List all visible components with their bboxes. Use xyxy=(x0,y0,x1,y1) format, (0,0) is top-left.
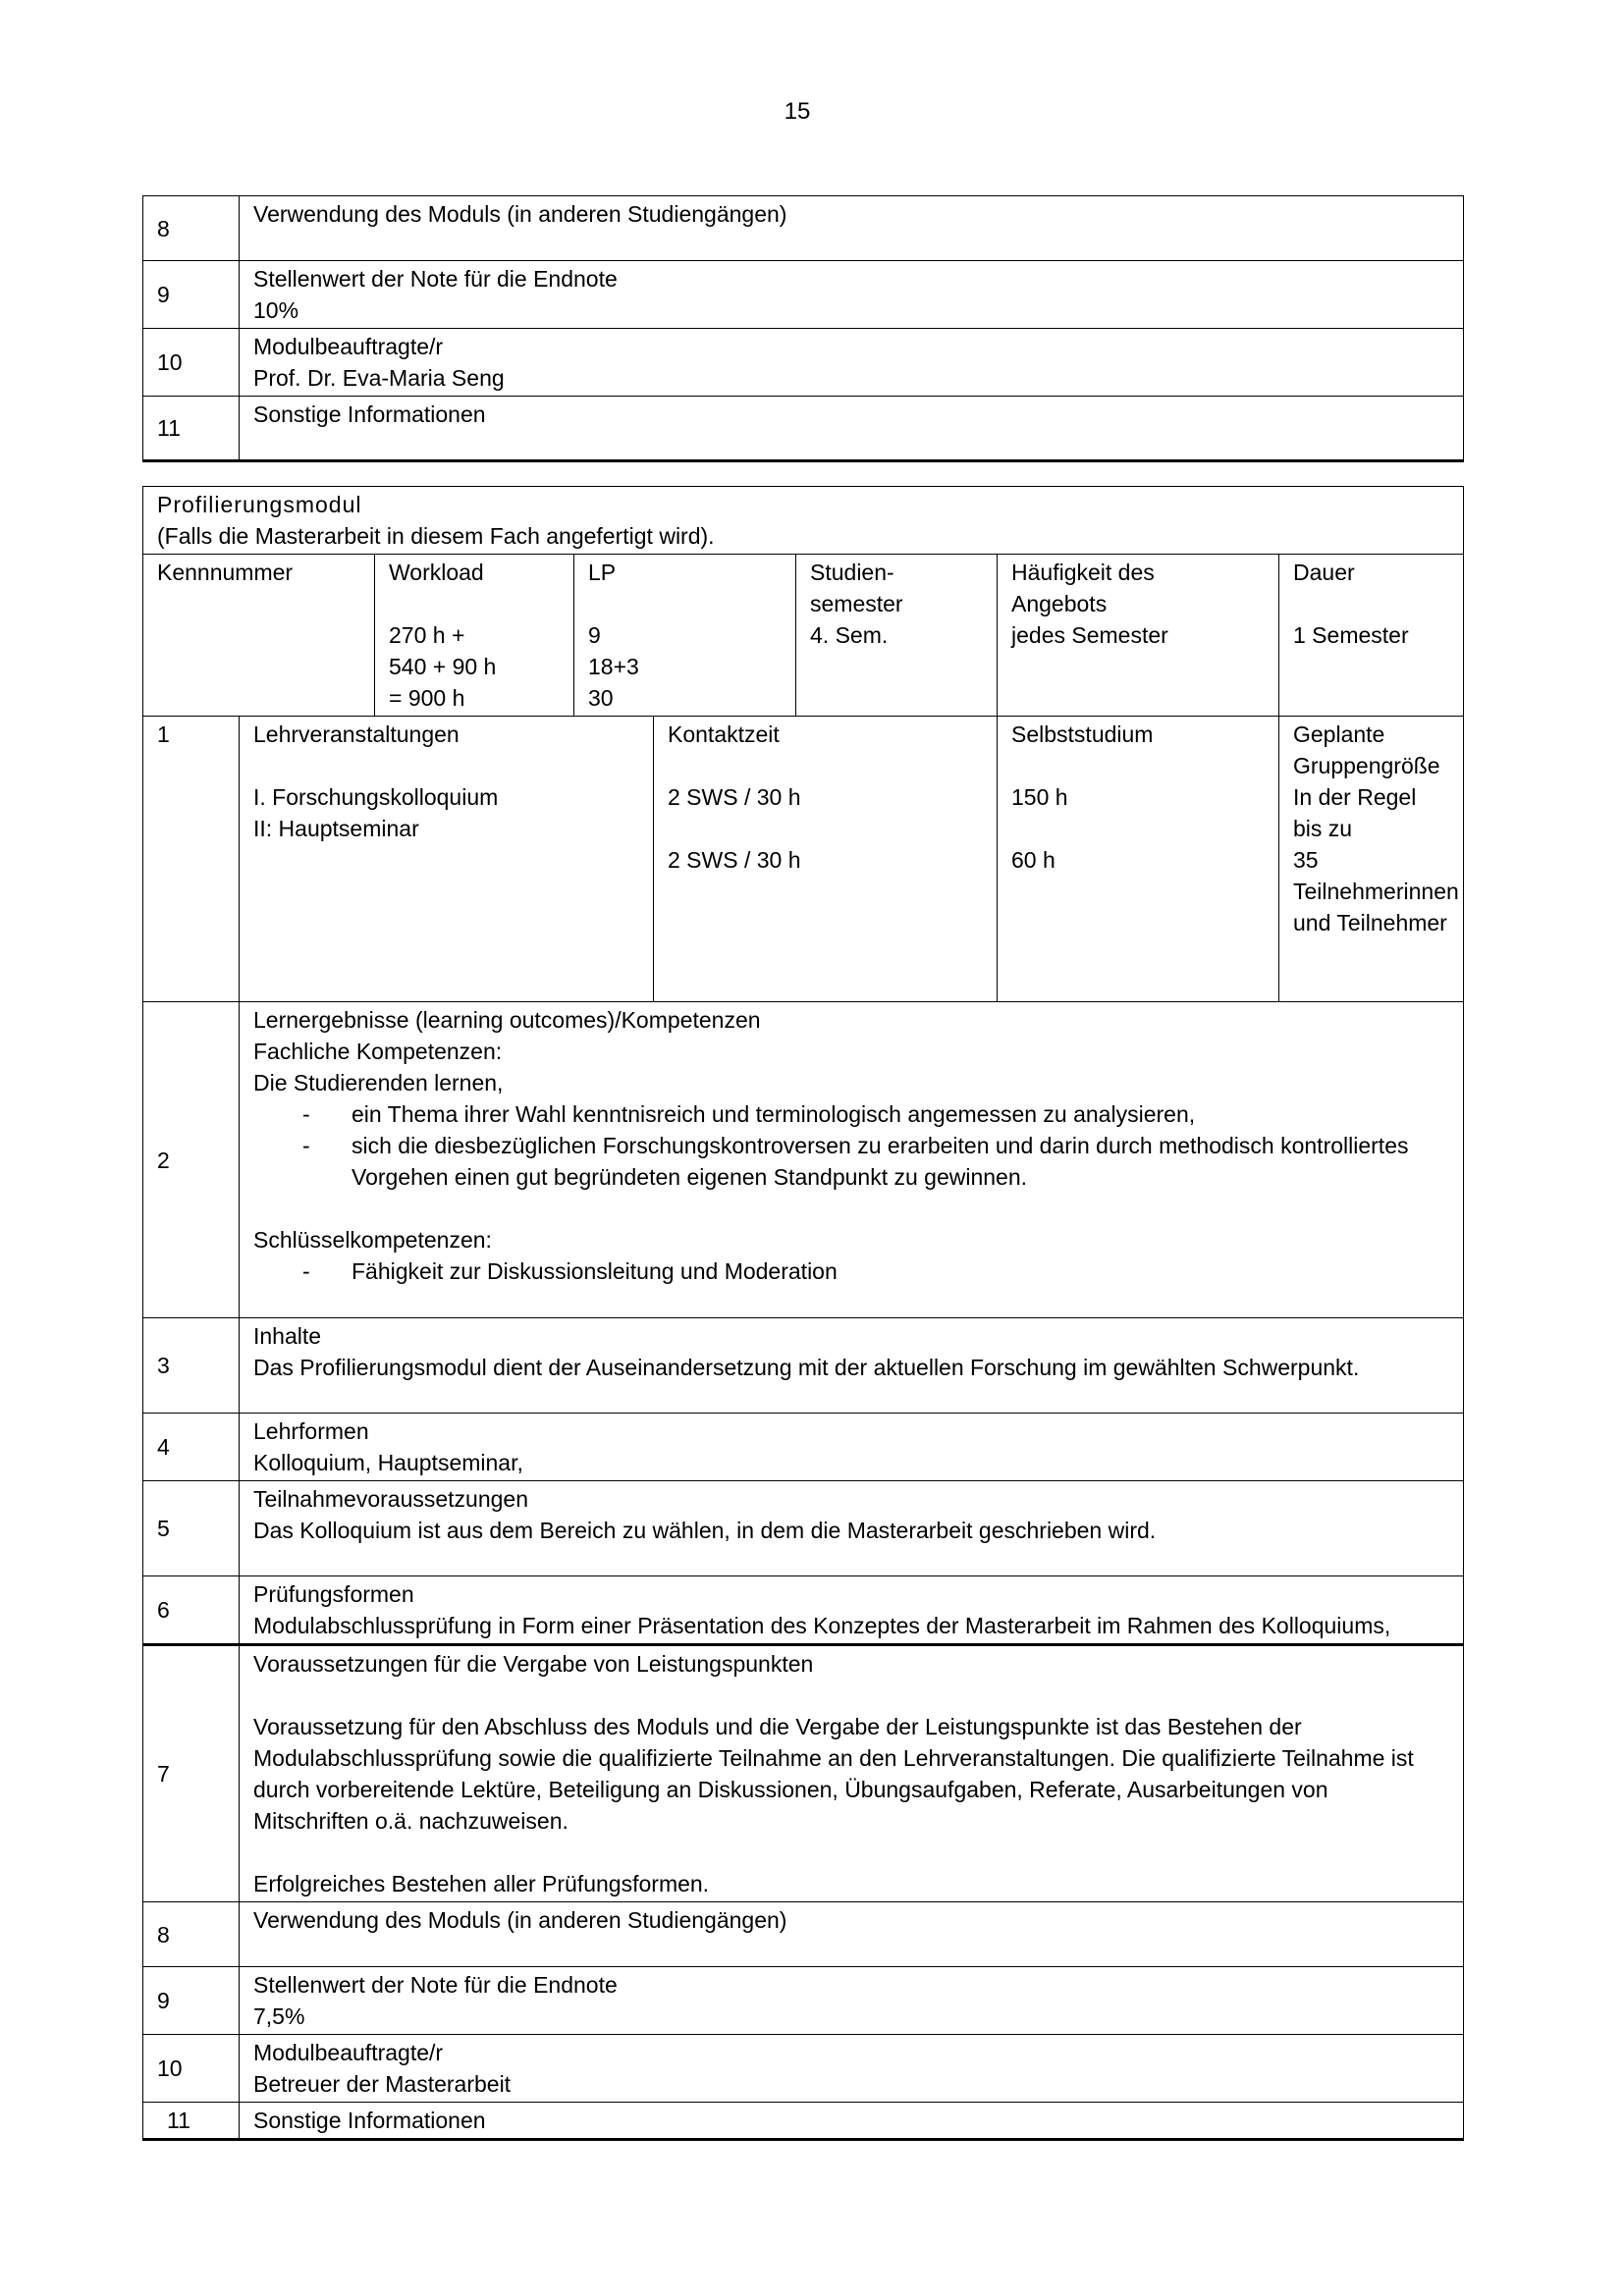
haeufigkeit-label: Häufigkeit des Angebots xyxy=(1011,560,1155,616)
row-title: Stellenwert der Note für die Endnote xyxy=(253,266,618,292)
table-row xyxy=(143,329,1464,397)
row-number: 9 xyxy=(143,261,240,329)
row-number: 6 xyxy=(143,1576,240,1645)
list-item: - Fähigkeit zur Diskussionsleitung und Moderation xyxy=(253,1255,1449,1287)
leistungspunkte-paragraph: Voraussetzung für den Abschluss des Moduls und die Vergabe der Leistungspunkte ist das Bestehen der Modulabschlussprüfung sowie die qualifizierte Teilnahme an den Lehrveranstaltungen. Die qualifizierte Teilnahme ist durch vorbereitende Lektüre, Beteiligung an Diskussionen, Übungsaufgaben, Referate, Ausarbeitungen von Mitschriften o.ä. nachzuweisen. xyxy=(253,1714,1414,1834)
workload-value: 270 h + 540 + 90 h = 900 h xyxy=(389,622,497,711)
lehrveranstaltungen-row xyxy=(143,717,1464,1002)
list-item: - ein Thema ihrer Wahl kenntnisreich und terminologisch angemessen zu analysieren, xyxy=(253,1098,1449,1130)
haeufigkeit-value: jedes Semester xyxy=(1011,622,1168,648)
teilnahmevoraussetzungen-row xyxy=(143,1481,1464,1576)
workload-label: Workload xyxy=(389,560,484,585)
row-value: 10% xyxy=(253,297,299,323)
lehrveranstaltungen-label: Lehrveranstaltungen xyxy=(253,721,460,747)
gruppengroesse-label: Geplante Gruppengröße xyxy=(1293,721,1440,778)
lp-cell xyxy=(574,555,796,717)
dauer-cell xyxy=(1279,555,1464,717)
kontaktzeit-cell xyxy=(654,717,998,1002)
schluesselkompetenzen-list xyxy=(253,1255,1449,1287)
leistungspunkte-row xyxy=(143,1645,1464,1902)
gruppengroesse-cell xyxy=(1279,717,1464,1002)
lernergebnisse-intro: Die Studierenden lernen, xyxy=(253,1070,504,1095)
lehrformen-cell xyxy=(240,1414,1464,1481)
row-title: Modulbeauftragte/r xyxy=(253,334,444,359)
pruefungsformen-cell xyxy=(240,1576,1464,1645)
row-value: Das Kolloquium ist aus dem Bereich zu wählen, in dem die Masterarbeit geschrieben wird. xyxy=(253,1518,1157,1543)
row-number: 1 xyxy=(143,717,240,1002)
inhalte-cell xyxy=(240,1318,1464,1414)
row-title: Stellenwert der Note für die Endnote xyxy=(253,1972,618,1998)
module-title: Profilierungsmodul xyxy=(157,492,362,517)
lernergebnisse-title: Lernergebnisse (learning outcomes)/Kompetenzen xyxy=(253,1007,761,1033)
row-value: Prof. Dr. Eva-Maria Seng xyxy=(253,365,505,391)
schluesselkompetenzen-label: Schlüsselkompetenzen: xyxy=(253,1227,492,1253)
row-title: Prüfungsformen xyxy=(253,1581,414,1607)
module-header-row xyxy=(143,555,1464,717)
row-number: 10 xyxy=(143,2035,240,2103)
lp-value: 9 18+3 30 xyxy=(588,622,639,711)
stellenwert-row xyxy=(143,1967,1464,2035)
dauer-label: Dauer xyxy=(1293,560,1355,585)
row-number: 5 xyxy=(143,1481,240,1576)
modulbeauftragte-cell xyxy=(240,2035,1464,2103)
previous-module-table xyxy=(142,195,1464,462)
row-number: 2 xyxy=(143,1002,240,1318)
lehrformen-row xyxy=(143,1414,1464,1481)
row-title: Sonstige Informationen xyxy=(253,2108,486,2133)
row-number: 11 xyxy=(143,2103,240,2140)
module-title-row xyxy=(143,487,1464,555)
stellenwert-cell xyxy=(240,1967,1464,2035)
row-title: Sonstige Informationen xyxy=(253,401,486,427)
row-number: 7 xyxy=(143,1645,240,1902)
verwendung-cell xyxy=(240,1902,1464,1967)
table-row xyxy=(143,261,1464,329)
gruppengroesse-value: In der Regel bis zu 35 Teilnehmerinnen und Teilnehmer xyxy=(1293,784,1459,935)
row-title: Lehrformen xyxy=(253,1418,369,1444)
studiensemester-label: Studien- semester xyxy=(810,560,903,616)
studiensemester-cell xyxy=(796,555,998,717)
lehrveranstaltungen-list: I. Forschungskolloquium II: Hauptseminar xyxy=(253,784,499,841)
lehrveranstaltungen-cell xyxy=(240,717,654,1002)
studiensemester-value: 4. Sem. xyxy=(810,622,889,648)
page-number: 15 xyxy=(784,98,811,125)
row-title: Verwendung des Moduls (in anderen Studiengängen) xyxy=(253,1907,787,1933)
leistungspunkte-cell xyxy=(240,1645,1464,1902)
row-number: 8 xyxy=(143,1902,240,1967)
table-row xyxy=(143,196,1464,261)
row-content xyxy=(240,397,1464,461)
row-title: Modulbeauftragte/r xyxy=(253,2040,444,2065)
modulbeauftragte-row xyxy=(143,2035,1464,2103)
row-number: 8 xyxy=(143,196,240,261)
row-number: 9 xyxy=(143,1967,240,2035)
lernergebnisse-cell xyxy=(240,1002,1464,1318)
row-title: Voraussetzungen für die Vergabe von Leistungspunkten xyxy=(253,1651,814,1677)
row-value: Das Profilierungsmodul dient der Auseinandersetzung mit der aktuellen Forschung im gewählten Schwerpunkt. xyxy=(253,1355,1360,1380)
row-title: Inhalte xyxy=(253,1323,322,1349)
lernergebnisse-row xyxy=(143,1002,1464,1318)
fachliche-kompetenzen-list xyxy=(253,1098,1449,1193)
sonstige-row xyxy=(143,2103,1464,2140)
haeufigkeit-cell xyxy=(998,555,1279,717)
selbststudium-cell xyxy=(998,717,1279,1002)
list-item: - sich die diesbezüglichen Forschungskontroversen zu erarbeiten und darin durch methodisch kontrolliertes Vorgehen einen gut begründeten eigenen Standpunkt zu gewinnen. xyxy=(253,1130,1449,1193)
kennnummer-cell xyxy=(143,555,375,717)
profilierungsmodul-table xyxy=(142,486,1464,2141)
dauer-value: 1 Semester xyxy=(1293,622,1409,648)
kennnummer-label: Kennnummer xyxy=(157,560,294,585)
row-content xyxy=(240,261,1464,329)
teilnahmevoraussetzungen-cell xyxy=(240,1481,1464,1576)
table-row xyxy=(143,397,1464,461)
row-value: Kolloquium, Hauptseminar, xyxy=(253,1450,523,1475)
leistungspunkte-summary: Erfolgreiches Bestehen aller Prüfungsformen. xyxy=(253,1871,710,1896)
row-content xyxy=(240,196,1464,261)
row-number: 11 xyxy=(143,397,240,461)
selbststudium-values: 150 h 60 h xyxy=(1011,784,1068,873)
row-number: 10 xyxy=(143,329,240,397)
pruefungsformen-row xyxy=(143,1576,1464,1645)
row-title: Verwendung des Moduls (in anderen Studiengängen) xyxy=(253,201,787,227)
fachliche-kompetenzen-label: Fachliche Kompetenzen: xyxy=(253,1039,503,1064)
module-subtitle: (Falls die Masterarbeit in diesem Fach angefertigt wird). xyxy=(157,523,715,549)
row-number: 3 xyxy=(143,1318,240,1414)
row-value: 7,5% xyxy=(253,2003,305,2029)
workload-cell xyxy=(375,555,574,717)
kontaktzeit-label: Kontaktzeit xyxy=(668,721,780,747)
row-title: Teilnahmevoraussetzungen xyxy=(253,1486,529,1512)
sonstige-cell xyxy=(240,2103,1464,2140)
row-value: Betreuer der Masterarbeit xyxy=(253,2071,512,2097)
row-number: 4 xyxy=(143,1414,240,1481)
lp-label: LP xyxy=(588,560,617,585)
verwendung-row xyxy=(143,1902,1464,1967)
selbststudium-label: Selbststudium xyxy=(1011,721,1154,747)
kontaktzeit-values: 2 SWS / 30 h 2 SWS / 30 h xyxy=(668,784,801,873)
module-title-cell xyxy=(143,487,1464,555)
row-content xyxy=(240,329,1464,397)
row-value: Modulabschlussprüfung in Form einer Präsentation des Konzeptes der Masterarbeit im Rahmen des Kolloquiums, xyxy=(253,1613,1391,1638)
inhalte-row xyxy=(143,1318,1464,1414)
